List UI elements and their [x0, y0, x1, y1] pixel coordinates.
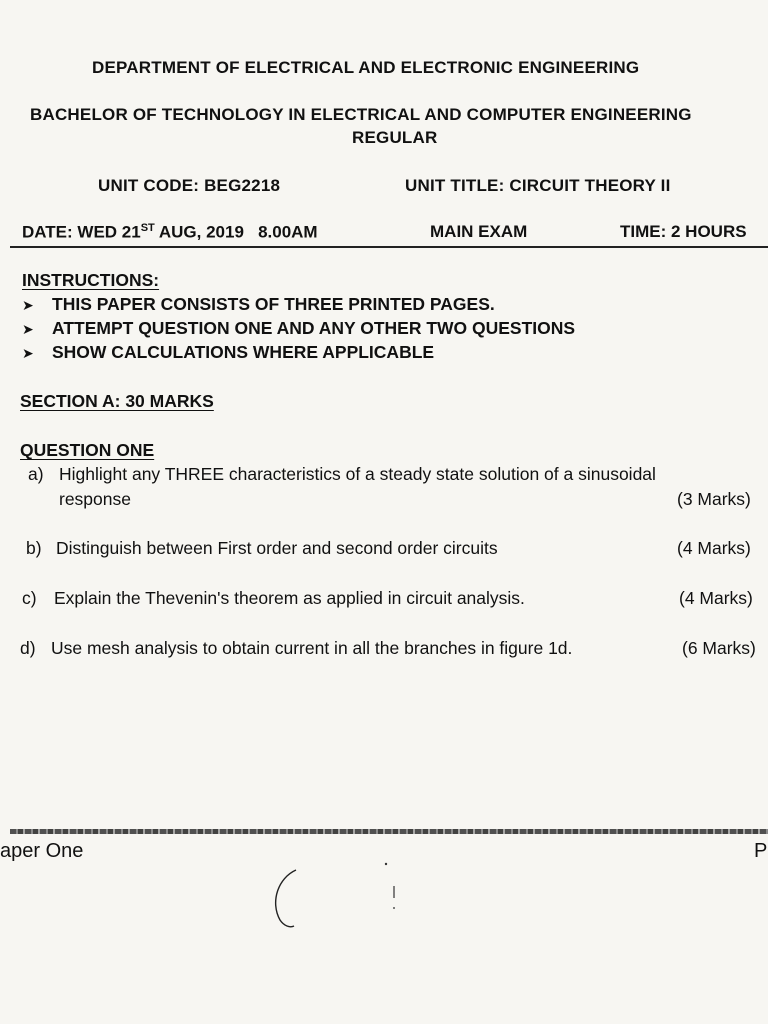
question-part-c [22, 588, 525, 609]
programme-mode: REGULAR [352, 128, 438, 147]
part-marks: (4 Marks) [679, 588, 753, 608]
unit-title: UNIT TITLE: CIRCUIT THEORY II [405, 176, 671, 195]
part-marks: (3 Marks) [677, 489, 751, 509]
department-title: DEPARTMENT OF ELECTRICAL AND ELECTRONIC ENGINEERING [92, 58, 640, 77]
exam-type: MAIN EXAM [430, 222, 528, 241]
footer-right: P [754, 840, 768, 862]
programme-title: BACHELOR OF TECHNOLOGY IN ELECTRICAL AND COMPUTER ENGINEERING [30, 105, 692, 124]
exam-date-suffix: AUG, 2019 8.00AM [154, 222, 318, 242]
section-title: SECTION A: 30 MARKS [20, 391, 214, 411]
question-part-d [20, 638, 572, 659]
part-label: a) [28, 464, 44, 484]
exam-date-superscript: ST [140, 222, 155, 234]
exam-time: TIME: 2 HOURS [620, 222, 747, 241]
instruction-text: THIS PAPER CONSISTS OF THREE PRINTED PAGES. [52, 294, 495, 314]
instruction-text: ATTEMPT QUESTION ONE AND ANY OTHER TWO QUESTIONS [52, 318, 576, 338]
arrow-bullet-icon: ➤ [22, 297, 34, 313]
arrow-bullet-icon: ➤ [22, 345, 34, 361]
part-label: b) [26, 538, 42, 558]
part-marks: (6 Marks) [682, 638, 756, 658]
instruction-text: SHOW CALCULATIONS WHERE APPLICABLE [52, 342, 435, 362]
question-part-a [28, 464, 656, 485]
pen-dots-icon [380, 858, 400, 918]
instruction-item [22, 342, 434, 363]
footer-divider [10, 829, 768, 834]
part-text: Distinguish between First order and second order circuits [56, 538, 498, 558]
question-part-b [26, 538, 498, 559]
part-label: d) [20, 638, 36, 658]
exam-date-prefix: DATE: WED 21 [22, 222, 141, 242]
instruction-item [22, 318, 575, 339]
unit-code: UNIT CODE: BEG2218 [98, 176, 281, 195]
question-heading: QUESTION ONE [20, 440, 155, 460]
part-label: c) [22, 588, 37, 608]
header-divider [10, 246, 768, 248]
part-text: Explain the Thevenin's theorem as applied in circuit analysis. [54, 588, 525, 608]
instructions-heading: INSTRUCTIONS: [22, 270, 160, 290]
part-marks: (4 Marks) [677, 538, 751, 558]
instruction-item [22, 294, 495, 315]
question-part-a-continued: response [59, 489, 131, 509]
part-text: Highlight any THREE characteristics of a steady state solution of a sinusoidal [59, 464, 656, 484]
arrow-bullet-icon: ➤ [22, 321, 34, 337]
pen-scribble-icon [262, 858, 342, 938]
footer-left: aper One [0, 840, 84, 862]
part-text: Use mesh analysis to obtain current in all the branches in figure 1d. [51, 638, 573, 658]
exam-date [22, 222, 318, 243]
